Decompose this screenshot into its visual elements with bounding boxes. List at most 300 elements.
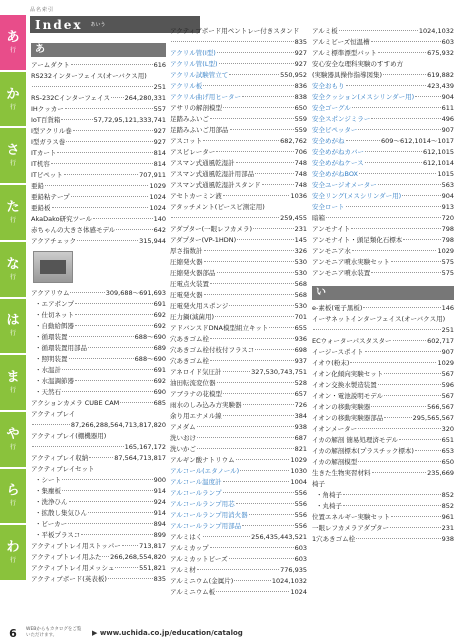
entry-name: 位置エネルギー実験セット — [312, 513, 390, 521]
dot-leader — [359, 173, 436, 174]
dot-leader — [358, 129, 440, 130]
dot-leader — [365, 351, 441, 352]
entry-pages: 692 — [153, 377, 166, 385]
entry-name: 安全めがねBOX — [312, 170, 358, 178]
dot-leader — [402, 195, 440, 196]
dot-leader — [197, 569, 279, 570]
dot-leader — [242, 96, 294, 97]
index-entry — [31, 509, 166, 520]
footer-note: WEBからもカタログをご覧いただけます。 — [26, 627, 82, 638]
entry-name: ・シート — [35, 476, 61, 484]
index-entry — [312, 403, 454, 414]
dot-leader — [116, 229, 152, 230]
dot-leader — [223, 393, 294, 394]
index-entry — [170, 357, 307, 368]
dot-leader — [66, 141, 152, 142]
index-entry — [31, 72, 166, 83]
entry-name: 安全めがねカバー — [312, 148, 364, 156]
index-entry — [170, 412, 307, 423]
entry-name: 洗いおけ — [170, 434, 196, 442]
entry-name: 穴あきゴム栓付枝付フラスコ — [170, 346, 255, 354]
entry-name: アセトカーミン液 — [170, 192, 222, 200]
entry-name: アンモニア噴水実験セット — [312, 258, 390, 266]
index-entry — [31, 476, 166, 487]
index-entry — [170, 148, 307, 159]
index-entry — [312, 381, 454, 392]
entry-name: 安全めがねケース — [312, 159, 364, 167]
entry-name: アスコット — [170, 137, 203, 145]
index-entry — [170, 115, 307, 126]
dot-leader — [70, 292, 104, 293]
entry-name: アクリル試験管立て — [170, 71, 229, 79]
entry-pages: 914 — [153, 509, 166, 517]
entry-pages: 894 — [153, 520, 166, 528]
entry-pages: 251 — [441, 326, 454, 334]
dot-leader — [371, 272, 440, 273]
entry-pages: 776,935 — [280, 566, 307, 574]
dot-leader — [372, 472, 427, 473]
index-entry — [170, 225, 307, 236]
index-entry — [312, 359, 454, 370]
entry-name: RS-232Cインターフェイス — [31, 94, 110, 102]
entry-pages: 1029 — [149, 182, 166, 190]
dot-leader — [89, 457, 113, 458]
entry-name: 安全ロート — [312, 203, 345, 211]
index-entry — [312, 60, 454, 71]
dot-leader — [390, 527, 441, 528]
dot-leader — [57, 152, 152, 153]
entry-pages: 603 — [441, 38, 454, 46]
dot-leader — [77, 240, 138, 241]
entry-name: アクリル管(I型) — [170, 49, 216, 57]
dot-leader — [75, 325, 153, 326]
dot-leader — [52, 207, 149, 208]
entry-pages: 713,817 — [139, 542, 166, 550]
dot-leader — [69, 501, 153, 502]
entry-name: I型アクリル巻 — [31, 127, 72, 135]
entry-name: アクリル板 — [170, 82, 203, 90]
dot-leader — [343, 505, 441, 506]
entry-pages: 556 — [294, 511, 307, 519]
dot-leader — [236, 503, 294, 504]
entry-name: アメダム — [170, 423, 196, 431]
index-entry — [31, 61, 166, 72]
tab-7[interactable] — [0, 355, 26, 412]
index-entry — [312, 436, 454, 447]
dot-leader — [111, 97, 124, 98]
entry-pages: 530 — [294, 269, 307, 277]
tab-gyo: 行 — [9, 387, 16, 395]
index-entry — [31, 83, 166, 94]
dot-leader — [262, 184, 294, 185]
dot-leader — [403, 239, 440, 240]
index-entry — [170, 577, 307, 588]
index-entry — [31, 322, 166, 333]
entry-name: アルコール温度計 — [170, 478, 222, 486]
entry-pages: 835 — [294, 38, 307, 46]
index-entry — [312, 392, 454, 403]
index-entry — [31, 204, 166, 215]
index-column-1 — [31, 43, 166, 586]
index-entry — [170, 346, 307, 357]
dot-leader — [210, 118, 294, 119]
index-entry — [170, 269, 307, 280]
entry-name: I型ガラス巻 — [31, 138, 66, 146]
entry-pages: 687 — [294, 434, 307, 442]
entry-name: 足踏みふいご — [170, 115, 209, 123]
entry-pages: 496 — [441, 115, 454, 123]
entry-pages: 927 — [153, 127, 166, 135]
dot-leader — [62, 490, 153, 491]
dot-leader — [71, 196, 149, 197]
dot-leader — [313, 329, 441, 330]
entry-name: IoT百貨箱 — [31, 116, 61, 124]
entry-pages: 701 — [294, 313, 307, 321]
entry-name: イーサネットインターフェイス(オーバクス用) — [312, 315, 446, 323]
index-entry — [31, 410, 166, 421]
entry-name: ・丸椅子 — [316, 502, 342, 510]
entry-name: イオン化傾向実験セット — [312, 370, 384, 378]
index-entry — [31, 160, 166, 171]
dot-leader — [383, 74, 426, 75]
entry-name: アルギン酸ナトリウム — [170, 456, 235, 464]
entry-name: 圧電発火器 — [170, 291, 203, 299]
entry-pages: 904 — [441, 192, 454, 200]
entry-name: ・ビーカー — [35, 520, 68, 528]
index-entry — [170, 544, 307, 555]
dot-leader — [69, 358, 134, 359]
entry-pages: 556 — [294, 489, 307, 497]
entry-name: アスピレーター — [170, 148, 216, 156]
dot-leader — [108, 578, 153, 579]
dot-leader — [343, 494, 441, 495]
dot-leader — [65, 108, 153, 109]
entry-name: アクアリウム — [31, 289, 70, 297]
index-entry — [170, 456, 307, 467]
entry-name: イオンメーター — [312, 425, 358, 433]
index-entry — [312, 513, 454, 524]
entry-pages: 551,821 — [139, 564, 166, 572]
index-entry — [31, 553, 166, 564]
entry-pages: 936 — [294, 335, 307, 343]
index-entry — [170, 379, 307, 390]
header-sub: あいう — [90, 22, 106, 28]
catalog-url-link[interactable]: ▶ www.uchida.co.jp/education/catalog — [92, 629, 243, 637]
tab-3[interactable] — [0, 128, 26, 185]
index-entry — [31, 388, 166, 399]
dot-leader — [223, 415, 294, 416]
index-column-3 — [312, 27, 454, 546]
dot-leader — [399, 439, 441, 440]
tab-gyo: 行 — [9, 500, 16, 508]
dot-leader — [240, 470, 289, 471]
index-entry — [312, 491, 454, 502]
entry-pages: 563 — [441, 181, 454, 189]
tab-4[interactable] — [0, 185, 26, 242]
entry-name: RS232インターフェイス(オーバクス用) — [31, 72, 147, 80]
section-heading-a: あ — [31, 43, 166, 57]
entry-name: アクリル曲げ用ヒーター — [170, 93, 242, 101]
entry-name: アルコールランプ用芯 — [170, 500, 235, 508]
entry-name: アクティブトレイ用ストッパー — [31, 542, 121, 550]
dot-leader — [73, 130, 153, 131]
tab-1[interactable] — [0, 15, 26, 72]
dot-leader — [69, 336, 134, 337]
dot-leader — [210, 360, 294, 361]
dot-leader — [378, 52, 426, 53]
index-entry — [312, 225, 454, 236]
entry-pages: 423,439 — [427, 82, 454, 90]
entry-pages: 904 — [441, 93, 454, 101]
entry-pages: 309,688〜691,693 — [105, 289, 166, 297]
index-entry — [170, 192, 307, 203]
entry-name: 亜鉛板 — [31, 204, 51, 212]
entry-pages: 748 — [294, 181, 307, 189]
dot-leader — [378, 184, 441, 185]
index-entry — [170, 203, 307, 214]
entry-name: ・エアポンプ — [35, 300, 74, 308]
entry-pages: 682,762 — [280, 137, 307, 145]
entry-pages: 530 — [294, 258, 307, 266]
tab-kana: ま — [6, 370, 20, 386]
entry-name: アクティブレイ — [31, 410, 76, 418]
index-entry — [170, 93, 307, 104]
entry-pages: 1024,1032 — [271, 577, 307, 585]
entry-pages: 165,167,172 — [124, 443, 166, 451]
entry-name: 穴あきゴム栓 — [170, 357, 209, 365]
index-entry — [170, 423, 307, 434]
index-entry — [170, 49, 307, 60]
index-entry — [31, 182, 166, 193]
dot-leader — [352, 107, 441, 108]
entry-pages: 320 — [441, 425, 454, 433]
entry-name: イオンの移動実験器 — [312, 403, 371, 411]
tab-kana: わ — [6, 540, 20, 556]
entry-pages: 707,911 — [139, 171, 166, 179]
dot-leader — [223, 195, 290, 196]
entry-pages: 602,717 — [427, 337, 454, 345]
entry-name: イオウ(粉末) — [312, 359, 350, 367]
dot-leader — [203, 140, 279, 141]
entry-name: 安心安全な理科実験のすすめ方 — [312, 60, 404, 68]
index-entry — [170, 434, 307, 445]
entry-pages: 566,567 — [427, 403, 454, 411]
index-entry — [170, 104, 307, 115]
entry-name: 椅子 — [312, 480, 325, 488]
entry-pages: 1024,1032 — [418, 27, 454, 35]
entry-name: アスマン式通風乾湿計用部品 — [170, 170, 255, 178]
index-entry — [170, 291, 307, 302]
header-title: Index — [35, 17, 83, 32]
entry-name: 生きた生物実習材料 — [312, 469, 371, 477]
index-entry — [31, 127, 166, 138]
index-entry — [312, 181, 454, 192]
index-entry — [31, 520, 166, 531]
tab-5[interactable] — [0, 242, 26, 299]
index-entry — [170, 313, 307, 324]
entry-pages: 938 — [294, 423, 307, 431]
entry-pages: 231 — [294, 225, 307, 233]
entry-name: アサリの解剖模型 — [170, 104, 222, 112]
index-entry — [170, 390, 307, 401]
tab-6[interactable] — [0, 299, 26, 356]
dot-leader — [93, 218, 153, 219]
entry-pages: 657 — [294, 390, 307, 398]
dot-leader — [242, 525, 293, 526]
index-entry — [170, 445, 307, 456]
entry-name: ・集塵板 — [35, 487, 61, 495]
entry-name: 雨水のしみ込み方実験器 — [170, 401, 242, 409]
entry-name: アクアチェック — [31, 237, 77, 245]
index-entry — [312, 348, 454, 359]
entry-pages: 798 — [441, 236, 454, 244]
entry-pages: 603 — [294, 544, 307, 552]
index-entry — [31, 443, 166, 454]
index-entry — [312, 247, 454, 258]
entry-pages: 835 — [153, 575, 166, 583]
entry-name: ・水温調節器 — [35, 377, 74, 385]
index-entry — [312, 137, 454, 148]
tab-gyo: 行 — [9, 46, 16, 54]
entry-name: アクションカメラ CUBE CAM — [31, 399, 120, 407]
tab-8[interactable] — [0, 412, 26, 469]
entry-name: 圧縮発火器 — [170, 258, 203, 266]
dot-leader — [346, 85, 427, 86]
index-entry — [170, 38, 307, 49]
tab-gyo: 行 — [9, 273, 16, 281]
dot-leader — [365, 162, 422, 163]
tab-2[interactable] — [0, 72, 26, 129]
index-entry — [312, 82, 454, 93]
entry-name: ECウォーターパスタスター — [312, 337, 392, 345]
entry-pages: 556 — [294, 500, 307, 508]
tab-gyo: 行 — [9, 103, 16, 111]
index-entry — [170, 533, 307, 544]
dot-leader — [64, 174, 138, 175]
entry-pages: 937 — [294, 357, 307, 365]
entry-name: AkaDako研究ツール — [31, 215, 92, 223]
entry-pages: 619,882 — [427, 71, 454, 79]
entry-name: 亜鉛 — [31, 182, 44, 190]
index-entry — [31, 465, 166, 476]
index-entry — [31, 575, 166, 586]
index-entry — [170, 137, 307, 148]
entry-pages: 655 — [294, 324, 307, 332]
index-entry — [170, 71, 307, 82]
index-entry — [31, 237, 166, 248]
index-entry — [170, 511, 307, 522]
dot-leader — [391, 261, 441, 262]
dot-leader — [204, 261, 294, 262]
index-entry — [312, 115, 454, 126]
dot-leader — [45, 185, 148, 186]
index-entry — [312, 425, 454, 436]
entry-pages: 838 — [294, 93, 307, 101]
dot-leader — [32, 86, 153, 87]
entry-name: 圧縮発火器部品 — [170, 269, 216, 277]
tab-kana: ら — [6, 483, 20, 499]
entry-pages: 1030 — [290, 467, 307, 475]
index-entry — [312, 304, 454, 315]
entry-name: ・角椅子 — [316, 491, 342, 499]
dot-leader — [88, 347, 153, 348]
entry-pages: 1029 — [290, 456, 307, 464]
entry-name: アダプター(VP-1HDN) — [170, 236, 237, 244]
entry-pages: 568 — [294, 280, 307, 288]
entry-name: アクティブボード(英表板) — [31, 575, 107, 583]
entry-pages: 689 — [153, 344, 166, 352]
index-entry — [31, 289, 166, 300]
index-entry — [170, 489, 307, 500]
tab-gyo: 行 — [9, 557, 16, 565]
dot-leader — [363, 307, 440, 308]
dot-leader — [32, 424, 70, 425]
entry-pages: 907 — [441, 348, 454, 356]
dot-leader — [197, 437, 294, 438]
dot-leader — [217, 272, 294, 273]
entry-pages: 295,565,567 — [412, 414, 454, 422]
entry-pages: 612,1015 — [422, 148, 454, 156]
entry-name: イカの解剖標本(プラスチック標本) — [312, 447, 414, 455]
index-entry — [31, 149, 166, 160]
entry-name: アルミカットビーズ — [170, 555, 228, 563]
dot-leader — [197, 448, 294, 449]
entry-name: ・平板プラスコ — [35, 531, 81, 539]
entry-name: アンモナイト — [312, 225, 351, 233]
tab-10[interactable] — [0, 525, 26, 582]
entry-pages: 692 — [153, 311, 166, 319]
dot-leader — [115, 567, 138, 568]
entry-pages: 720 — [441, 214, 454, 222]
index-entry — [31, 366, 166, 377]
entry-pages: 675,932 — [427, 49, 454, 57]
entry-name: アルコール(エタノール) — [170, 467, 240, 475]
entry-pages: 691 — [153, 366, 166, 374]
entry-pages: 650 — [441, 458, 454, 466]
tab-kana: な — [6, 256, 20, 272]
dot-leader — [171, 217, 279, 218]
dot-leader — [346, 140, 381, 141]
entry-name: 暗箱 — [312, 214, 325, 222]
dot-leader — [358, 461, 440, 462]
dot-leader — [384, 395, 441, 396]
dot-leader — [197, 426, 294, 427]
entry-pages: 961 — [441, 513, 454, 521]
entry-pages: 231 — [441, 524, 454, 532]
entry-pages: 596 — [441, 381, 454, 389]
dot-leader — [371, 406, 426, 407]
tab-gyo: 行 — [9, 216, 16, 224]
dot-leader — [223, 492, 294, 493]
tab-9[interactable] — [0, 469, 26, 526]
dot-leader — [210, 547, 294, 548]
tab-gyo: 行 — [9, 160, 16, 168]
dot-leader — [51, 163, 153, 164]
entry-name: ITカート — [31, 149, 57, 157]
dot-leader — [365, 151, 422, 152]
entry-pages: 530 — [294, 302, 307, 310]
entry-name: アームダクト — [31, 61, 70, 69]
entry-name: ・仕切ネット — [35, 311, 74, 319]
dot-leader — [356, 538, 440, 539]
entry-pages: 568 — [294, 291, 307, 299]
entry-pages: 907 — [441, 126, 454, 134]
index-entry — [312, 524, 454, 535]
dot-leader — [203, 85, 293, 86]
index-entry — [170, 588, 307, 599]
index-entry — [312, 49, 454, 60]
dot-leader — [71, 64, 153, 65]
